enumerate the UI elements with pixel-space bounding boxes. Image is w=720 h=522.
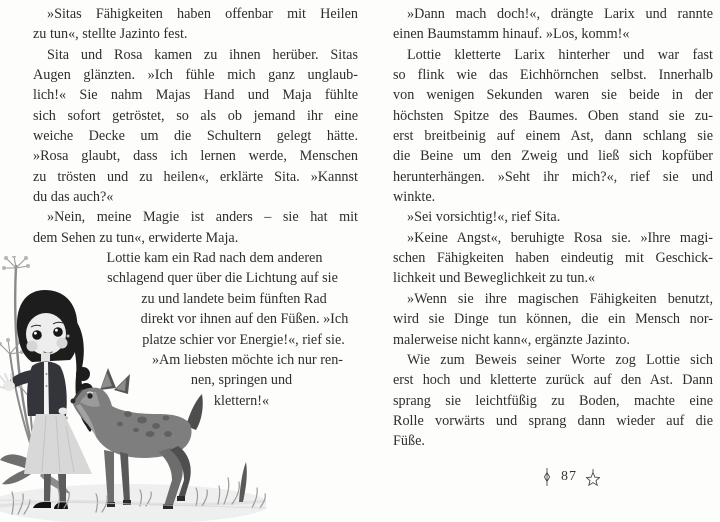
text-line: Augen glänzten. »Ich fühle mich ganz unglaub- (33, 67, 358, 84)
text-line: winkte. (393, 189, 436, 206)
text-line: schen Fähigkeiten haben eindeutig mit Geschick- (393, 250, 713, 267)
text-line: Lottie kam ein Rad nach dem anderen (106, 250, 323, 267)
text-line: platze schier vor Energie!«, rief sie. (142, 331, 345, 348)
text-line: Lottie kletterte Larix hinterher und war fast (407, 46, 713, 63)
text-line: »Sitas Fähigkeiten haben offenbar mit Heilen (47, 6, 358, 22)
right-page-lines (393, 4, 713, 452)
text-line: wird sie Dinge tun können, die ein Mensch nor- (393, 311, 713, 328)
girl-legs (44, 474, 51, 502)
text-line: zu trösten und zu heilen«, erklärte Sita. »Kannst (33, 168, 358, 185)
illustration-girl-and-fawn (0, 256, 266, 522)
text-line: »Am liebsten möchte ich nur ren- (151, 351, 344, 368)
text-line: lich!« Sie nahm Majas Hand und Maja fühlte (33, 87, 358, 104)
text-line: zu tun«, stellte Jazinto fest. (33, 26, 188, 43)
text-line: du das auch?« (33, 189, 114, 206)
page-number: 87 (561, 469, 577, 484)
text-line: Sita und Rosa kamen zu ihnen herüber. Sitas (47, 46, 358, 63)
text-line: Füße. (393, 433, 425, 450)
text-line: Wie zum Beweis seiner Worte zog Lottie sich (407, 351, 713, 368)
text-line: »Wenn sie ihre magischen Fähigkeiten benutzt, (407, 290, 713, 307)
text-line: »Keine Angst«, beruhigte Rosa sie. »Ihre magi- (407, 229, 713, 246)
text-line: so flink wie das Eichhörnchen selbst. Innerhalb (393, 67, 713, 84)
text-line: direkt vor ihnen auf den Füßen. »Ich (140, 311, 349, 328)
text-line: »Nein, meine Magie ist anders – sie hat mit (47, 209, 358, 226)
text-line: malerweise nicht kann«, ergänzte Jazinto. (393, 331, 630, 348)
text-line: schlagend quer über die Lichtung auf sie (107, 270, 338, 287)
text-line: Rolle vorwärts und sprang dann wieder auf die (393, 412, 713, 429)
text-line: erst hoch und kletterte zurück auf den Ast. Dann (393, 372, 713, 389)
text-line: »Dann mach doch!«, drängte Larix und rannte (407, 6, 713, 22)
fawn-nose (71, 399, 76, 404)
text-line: sich sofort getröstet, so als ob jemand ihr eine (33, 107, 358, 124)
text-line: zu und landete beim fünften Rad (141, 290, 327, 307)
text-line: von wenigen Sekunden waren sie beide in der (393, 87, 713, 104)
text-line: nen, springen und klettern!« (190, 372, 293, 409)
star-outline-icon (586, 469, 600, 486)
text-line: erst breitbeinig auf einem Ast, dann schlang sie (393, 128, 713, 145)
text-line: einen Baumstamm hinauf. »Los, komm!« (393, 26, 630, 43)
text-line: sprang sie leichtfüßig zu Boden, machte eine (393, 392, 713, 409)
text-line: dem Sehen zu tun«, erwiderte Maja. (33, 229, 239, 246)
text-line: lichkeit und Beweglichkeit zu tun.« (393, 270, 596, 287)
text-line: herunterhängen. »Seht ihr mich?«, rief sie und (393, 168, 713, 185)
text-line: »Sei vorsichtig!«, rief Sita. (407, 209, 561, 226)
page-footer (411, 466, 720, 488)
text-line: höchsten Spitze des Baumes. Oben stand sie zu- (393, 107, 713, 124)
text-line: »Rosa glaubt, dass ich lernen werde, Menschen (33, 148, 358, 165)
text-line: die Beine um den Zweig und ließ sich kopfüber (393, 148, 713, 165)
fawn-eye (87, 393, 92, 398)
sparkle-stem-icon (542, 468, 552, 486)
text-line: weiche Decke um die Schultern gelegt hätte. (33, 128, 358, 145)
